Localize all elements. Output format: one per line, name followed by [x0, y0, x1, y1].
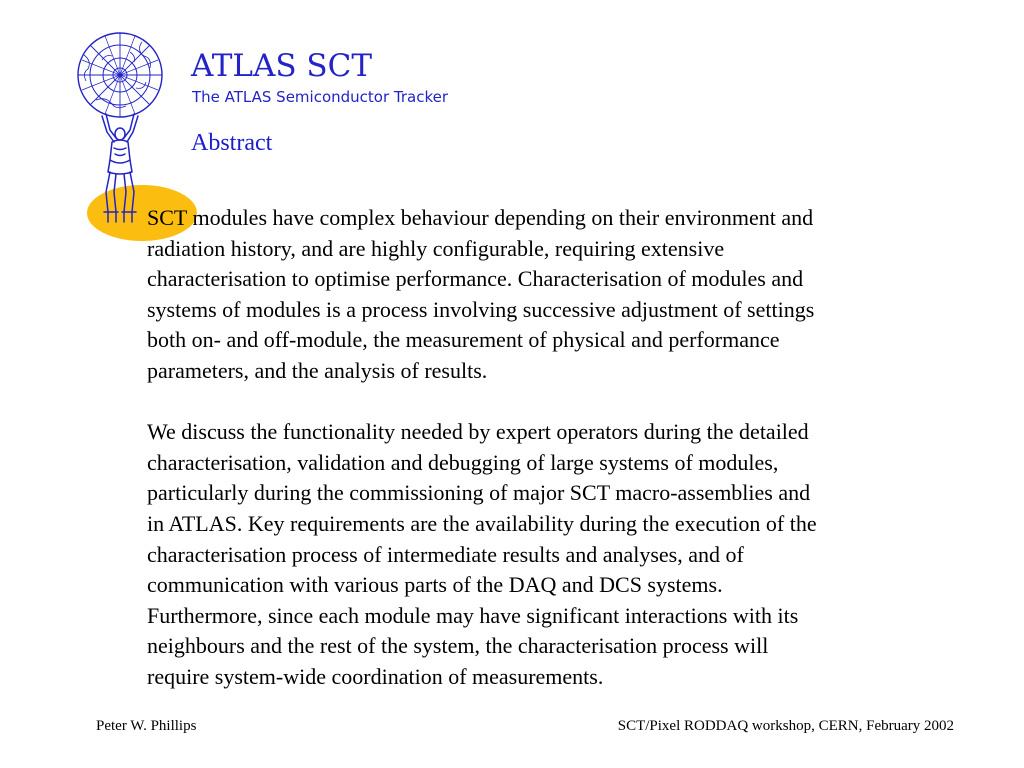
abstract-paragraph-1: SCT modules have complex behaviour depending on their environment and radiation history, and are highly configurable, requiring extensive characterisation to optimise performance. Characterisation of modules and systems of modules is a process involving successive adjustment of settings both on- and off-module, the measurement of physical and performance parameters, and the analysis of results. [147, 205, 815, 383]
footer-event: SCT/Pixel RODDAQ workshop, CERN, February 2002 [617, 718, 954, 734]
slide-title: ATLAS SCT [191, 48, 373, 84]
footer-author: Peter W. Phillips [96, 718, 197, 734]
section-heading: Abstract [191, 130, 273, 156]
abstract-body [147, 203, 947, 693]
slide-subtitle: The ATLAS Semiconductor Tracker [192, 88, 449, 106]
abstract-paragraph-2: We discuss the functionality needed by expert operators during the detailed characterisation, validation and debugging of large systems of modules, particularly during the commissioning of major SCT macro-assemblies and in ATLAS. Key requirements are the availability during the execution of the characterisation process of intermediate results and analyses, and of communication with various parts of the DAQ and DCS systems. Furthermore, since each module may have significant interactions with its neighbours and the rest of the system, the characterisation process will require system-wide coordination of measurements. [147, 419, 817, 689]
